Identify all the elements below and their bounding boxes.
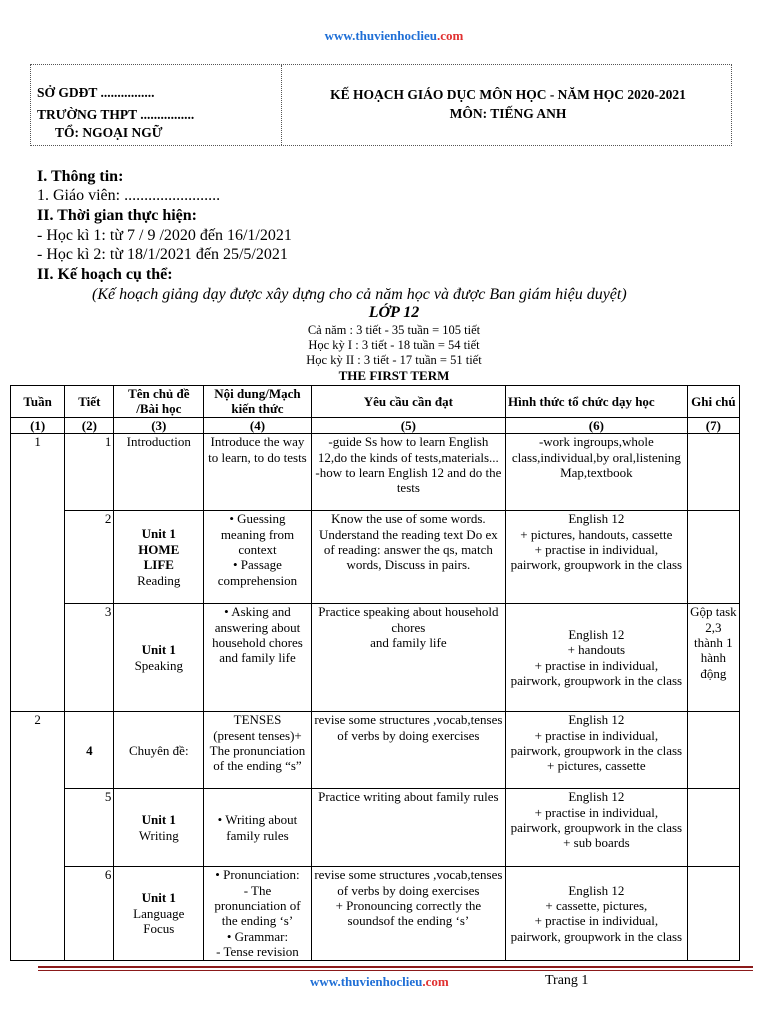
section-info-title: I. Thông tin: <box>37 168 124 185</box>
table-row <box>11 434 740 511</box>
col-header-week: Tuần <box>11 386 65 418</box>
cell-content: • Guessing meaning from context • Passage comprehension <box>204 511 312 604</box>
cell-period: 3 <box>65 604 114 712</box>
year-total: Cả năm : 3 tiết - 35 tuần = 105 tiết <box>307 323 481 337</box>
col-header-requirements: Yêu cầu cần đạt <box>311 386 505 418</box>
cell-content: TENSES (present tenses)+ The pronunciation of the ending “s” <box>204 712 312 789</box>
col-number: (3) <box>114 417 204 433</box>
cell-week <box>11 789 65 867</box>
cell-note <box>687 867 739 960</box>
footer-rule-thick <box>38 966 753 968</box>
cell-note: Gộp task 2,3 thành 1 hành động <box>687 604 739 712</box>
header-department: SỞ GDĐT ................ <box>37 85 155 100</box>
cell-teaching-form: English 12 + pictures, handouts, cassette + practise in individual, pairwork, groupwork in the class <box>506 511 688 604</box>
col-header-note: Ghi chú <box>687 386 739 418</box>
site-url-top-tld: .com <box>436 28 464 43</box>
cell-week: 1 <box>11 434 65 511</box>
cell-period: 1 <box>65 434 114 511</box>
cell-content: • Pronunciation: - The pronunciation of the ending ‘s’ • Grammar: - Tense revision <box>204 867 312 960</box>
col-number: (1) <box>11 417 65 433</box>
cell-topic: Unit 1 HOME LIFE Reading <box>114 511 204 604</box>
site-url-top-main: www.thuvienhoclieu <box>324 28 437 43</box>
cell-note <box>687 434 739 511</box>
col-header-teaching-form: Hình thức tổ chức dạy học <box>506 386 688 418</box>
cell-topic-text: Writing <box>138 827 179 843</box>
cell-topic-text: Speaking <box>134 657 183 673</box>
section-plan-note: (Kế hoạch giảng dạy được xây dựng cho cả năm học và được Ban giám hiệu duyệt) <box>92 286 627 303</box>
cell-period: 5 <box>65 789 114 867</box>
grade-title: LỚP 12 <box>368 304 420 321</box>
site-url-bottom[interactable] <box>310 974 449 990</box>
term2-total: Học kỳ II : 3 tiết - 17 tuần = 51 tiết <box>306 353 482 367</box>
col-number: (5) <box>311 417 505 433</box>
header-subject: MÔN: TIẾNG ANH <box>449 106 567 121</box>
cell-topic-text: Introduction <box>126 434 191 450</box>
cell-requirements: revise some structures ,vocab,tenses of verbs by doing exercises <box>311 712 505 789</box>
cell-requirements: -guide Ss how to learn English 12,do the kinds of tests,materials... -how to learn English 12 and do the tests <box>311 434 505 511</box>
cell-note <box>687 712 739 789</box>
table-row <box>11 712 740 789</box>
teaching-plan-table <box>10 385 740 961</box>
cell-requirements: Know the use of some words. Understand the reading text Do ex of reading: answer the qs, match words, Discuss in pairs. <box>311 511 505 604</box>
cell-teaching-form: English 12 + practise in individual, pairwork, groupwork in the class + sub boards <box>506 789 688 867</box>
cell-note <box>687 789 739 867</box>
cell-week: 2 <box>11 712 65 789</box>
term1-total: Học kỳ I : 3 tiết - 18 tuần = 54 tiết <box>308 338 480 352</box>
footer-rule-thin <box>38 970 753 971</box>
cell-period: 6 <box>65 867 114 960</box>
header-school: TRƯỜNG THPT ................ <box>37 107 195 122</box>
cell-week <box>11 604 65 712</box>
cell-topic: Unit 1 Writing <box>114 789 204 867</box>
cell-teaching-form: -work ingroups,whole class,individual,by oral,listening Map,textbook <box>506 434 688 511</box>
cell-period: 4 <box>65 712 114 789</box>
section-plan-title: II. Kế hoạch cụ thể: <box>37 266 173 283</box>
cell-week <box>11 511 65 604</box>
cell-topic: Unit 1 Language Focus <box>114 867 204 960</box>
cell-requirements: Practice speaking about household chores and family life <box>311 604 505 712</box>
cell-content: • Asking and answering about household chores and family life <box>204 604 312 712</box>
header-divider <box>281 65 282 145</box>
cell-week <box>11 867 65 960</box>
table-number-row <box>11 417 740 433</box>
cell-topic: Unit 1 Speaking <box>114 604 204 712</box>
table-row <box>11 789 740 867</box>
table-row <box>11 511 740 604</box>
section-teacher-line: 1. Giáo viên: ........................ <box>37 187 221 204</box>
cell-topic-text: Language Focus <box>133 905 185 937</box>
page-number: Trang 1 <box>545 973 589 988</box>
table-row <box>11 604 740 712</box>
col-header-period: Tiết <box>65 386 114 418</box>
cell-requirements: Practice writing about family rules <box>311 789 505 867</box>
cell-content: • Writing about family rules <box>204 789 312 867</box>
cell-topic: Chuyên đề: <box>114 712 204 789</box>
cell-topic <box>114 434 204 511</box>
cell-period: 2 <box>65 511 114 604</box>
table-row <box>11 867 740 960</box>
cell-content: Introduce the way to learn, to do tests <box>204 434 312 511</box>
col-number: (7) <box>687 417 739 433</box>
site-url-top[interactable] <box>0 28 768 44</box>
cell-requirements: revise some structures ,vocab,tenses of verbs by doing exercises + Pronouncing correctly the soundsof the ending ‘s’ <box>311 867 505 960</box>
col-number: (2) <box>65 417 114 433</box>
cell-teaching-form: English 12 + handouts + practise in individual, pairwork, groupwork in the class <box>506 604 688 712</box>
col-number: (4) <box>204 417 312 433</box>
document-header-box <box>30 64 732 146</box>
col-header-content: Nội dung/Mạch kiến thức <box>204 386 312 418</box>
cell-teaching-form: English 12 + cassette, pictures, + practise in individual, pairwork, groupwork in the class <box>506 867 688 960</box>
cell-topic-text: Reading <box>137 572 181 588</box>
site-url-bottom-tld: .com <box>422 974 449 989</box>
table-header-row <box>11 386 740 418</box>
section-time-title: II. Thời gian thực hiện: <box>37 207 197 224</box>
site-url-bottom-main: www.thuvienhoclieu <box>310 974 423 989</box>
header-plan-title: KẾ HOẠCH GIÁO DỤC MÔN HỌC - NĂM HỌC 2020-2021 <box>330 87 686 102</box>
col-number: (6) <box>506 417 688 433</box>
term-title: THE FIRST TERM <box>338 368 450 383</box>
col-header-topic: Tên chủ đề /Bài học <box>114 386 204 418</box>
section-term2-dates: - Học kì 2: từ 18/1/2021 đến 25/5/2021 <box>37 246 288 263</box>
cell-teaching-form: English 12 + practise in individual, pairwork, groupwork in the class + pictures, cassette <box>506 712 688 789</box>
section-term1-dates: - Học kì 1: từ 7 / 9 /2020 đến 16/1/2021 <box>37 227 292 244</box>
cell-note <box>687 511 739 604</box>
header-group: TỔ: NGOẠI NGỮ <box>55 125 163 140</box>
